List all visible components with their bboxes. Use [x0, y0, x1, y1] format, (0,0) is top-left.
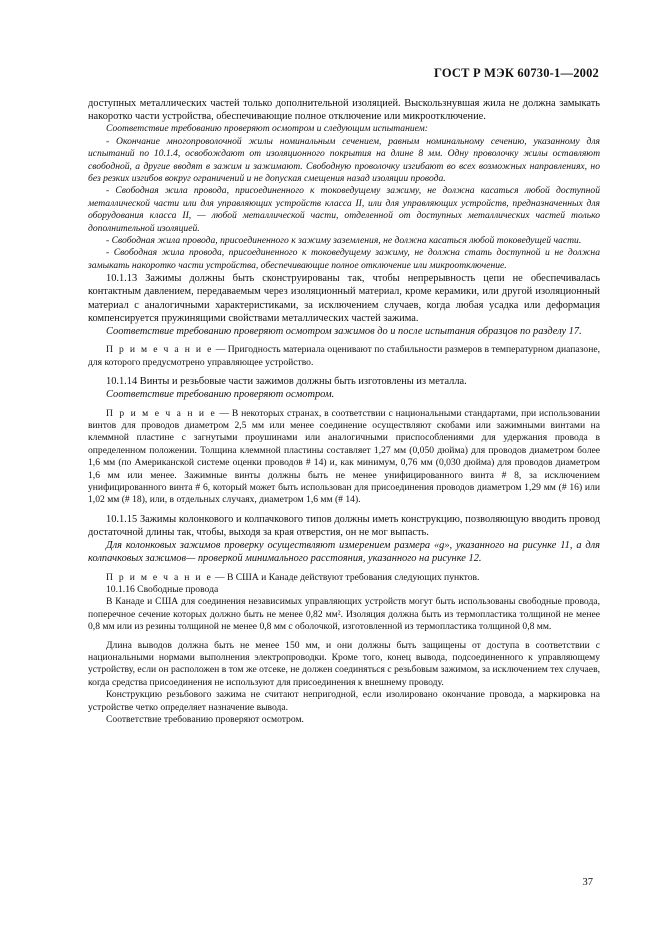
note-text: В США и Канаде действуют требования следующих пунктов.	[226, 571, 480, 583]
body-paragraph: Для колонковых зажимов проверку осуществляют измерением размера «g», указанного на рисунке 11, а для колпачковых зажимов— проверкой минимального расстояния, указанного на рисунке 12.	[88, 540, 600, 565]
body-paragraph: доступных металлических частей только дополнительной изоляцией. Выскользнувшая жила не должна замыкать накоротко части устройства, обеспечивающие полное отключение или микроотключение.	[88, 98, 600, 123]
note-label: П р и м е ч а н и е	[106, 571, 213, 583]
note-text: В некоторых странах, в соответствии с национальными стандартами, при использовании винтов для проводов диаметром 2,5 мм или менее соединение осуществляют скобами или зажимными винтами на клеммной пластине с загнутыми проушинами или аналогичными приспособлениями для удержания провода в определенном положении. Толщина клеммной пластины составляет 1,27 мм (0,050 дюйма) для проводов диаметром более 1,6 мм (по Американской системе оценки проводов # 14) и, как минимум, 0,76 мм (0,030 дюйма) для проводов диаметром 1,6 мм или менее. Зажимные винты должны быть не менее унифицированного винта # 8, за исключением унифицированного винта # 6, который может быть использован для присоединения проводов диаметром 1,29 мм (# 16) или 1,02 мм (# 18), или, в отдельных случаях, диаметром 1,6 мм (# 14).	[88, 407, 600, 506]
body-paragraph: 10.1.13 Зажимы должны быть сконструированы так, чтобы непрерывность цепи не обеспечивалась контактным давлением, передаваемым через изоляционный материал, кроме керамики, или другой изоляционный материал с аналогичными характеристиками, за исключением случаев, когда любая усадка или деформация компенсируется пружинящими свойствами металлических частей зажима.	[88, 273, 600, 324]
note-paragraph: П р и м е ч а н и е — Пригодность материала оценивают по стабильности размеров в температурном диапазоне, для которого предусмотрено управляющее устройство.	[88, 344, 600, 368]
page-number: 37	[582, 877, 593, 888]
body-paragraph: В Канаде и США для соединения независимых управляющих устройств могут быть использованы свободные провода, поперечное сечение которых должно быть не менее 0,82 мм². Изоляция должна быть из термопластика толщиной не менее 0,8 мм или из резины толщиной не менее 0,8 мм с оболочкой, изготовленной из термопластика толщиной 0,8 мм.	[88, 596, 600, 633]
note-label: П р и м е ч а н и е	[106, 344, 214, 356]
document-body	[88, 97, 600, 726]
body-paragraph: 10.1.14 Винты и резьбовые части зажимов должны быть изготовлены из металла.	[106, 376, 467, 388]
body-paragraph: - Окончание многопроволочной жилы номинальным сечением, равным номинальному сечению, указанному для испытаний по 10.1.4, освобождают от изоляционного покрытия на длине 8 мм. Одну проволочку жилы оставляют свободной, а другие вводят в зажим и зажимают. Свободную проволочку изгибают во всех возможных направлениях, но без резких изгибов вокруг ограничений и не допуская смещения назад изоляции провода.	[88, 135, 600, 185]
note-label: П р и м е ч а н и е	[106, 407, 217, 419]
note-paragraph: П р и м е ч а н и е — В некоторых странах, в соответствии с национальными стандартами, при использовании винтов для проводов диаметром 2,5 мм или менее соединение осуществляют скобами или зажимными винтами на клеммной пластине с загнутыми проушинами или аналогичными приспособлениями для удержания провода в определенном положении. Толщина клеммной пластины составляет 1,27 мм (0,050 дюйма) для проводов диаметром более 1,6 мм (по Американской системе оценки проводов # 14) и, как минимум, 0,76 мм (0,030 дюйма) для проводов диаметром 1,6 мм или менее. Зажимные винты должны быть не менее унифицированного винта # 8, за исключением унифицированного винта # 6, который может быть использован для присоединения проводов диаметром 1,29 мм (# 16) или 1,02 мм (# 18), или, в отдельных случаях, диаметром 1,6 мм (# 14).	[88, 407, 600, 506]
body-paragraph: Длина выводов должна быть не менее 150 мм, и они должны быть защищены от доступа в соответствии с национальными нормами выполнения электропроводки. Кроме того, конец вывода, подсоединенного к управляющему устройству, если он расположен в том же отсеке, не должен соединяться с резьбовым зажимом, за исключением тех случаев, когда средства присоединения не используют для присоединения к внешнему проводу.	[88, 639, 600, 688]
body-paragraph: Конструкцию резьбового зажима не считают непригодной, если изолировано окончание провода, а маркировка на устройстве четко определяет назначение вывода.	[88, 689, 600, 713]
body-paragraph: Соответствие требованию проверяют осмотром.	[106, 389, 335, 401]
body-paragraph: Соответствие требованию проверяют осмотром зажимов до и после испытания образцов по разделу 17.	[106, 326, 582, 338]
note-paragraph: П р и м е ч а н и е — В США и Канаде действуют требования следующих пунктов.	[106, 571, 480, 583]
body-paragraph: - Свободная жила провода, присоединенного к зажиму заземления, не должна касаться любой токоведущей части.	[106, 235, 582, 247]
document-header: ГОСТ Р МЭК 60730-1—2002	[434, 66, 599, 80]
body-paragraph: - Свободная жила провода, присоединенного к токоведущему зажиму, не должна касаться любой доступной металлической части или для управляющих устройств класса II, или для управляющих устройств, предназначенных для оборудования класса II, — любой металлической части, отделенной от доступных металлических частей только дополнительной изоляцией.	[88, 185, 600, 234]
body-paragraph: 10.1.16 Свободные провода	[106, 583, 219, 595]
body-paragraph: 10.1.15 Зажимы колонкового и колпачкового типов должны иметь конструкцию, позволяющую вводить провод достаточной длины так, чтобы, выходя за края отверстия, он не мог выпасть.	[88, 513, 600, 538]
note-text: Пригодность материала оценивают по стабильности размеров в температурном диапазоне, для которого предусмотрено управляющее устройство.	[88, 344, 600, 368]
body-paragraph: Соответствие требованию проверяют осмотром.	[106, 714, 304, 726]
body-paragraph: Соответствие требованию проверяют осмотром и следующим испытанием:	[106, 123, 428, 135]
body-paragraph: - Свободная жила провода, присоединенного к токоведущему зажиму, не должна стать доступной и не должна замыкать накоротко части устройства, обеспечивающие полное отключение или микроотключение.	[88, 247, 600, 271]
